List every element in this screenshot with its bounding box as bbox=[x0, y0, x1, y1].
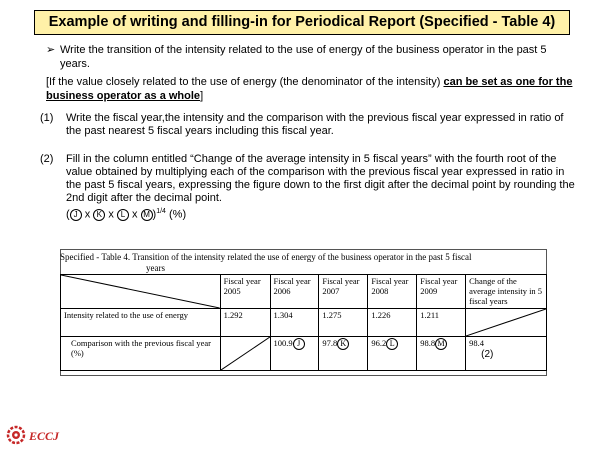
circled-letter-j: J bbox=[70, 209, 82, 221]
intro-text: Write the transition of the intensity related to the use of energy of the business operator in the past 5 years. bbox=[60, 44, 547, 70]
intensity-value: 1.275 bbox=[319, 309, 368, 337]
intensity-label: Intensity related to the use of energy bbox=[61, 309, 221, 337]
table-caption: Specified - Table 4. Transition of the intensity related the use of energy of the business operator in the past 5 fiscal years bbox=[60, 252, 472, 273]
comparison-value: 97.8 K bbox=[319, 337, 368, 371]
year-header: Fiscal year 2007 bbox=[319, 275, 368, 309]
circled-letter-k: K bbox=[337, 338, 349, 350]
year-header: Fiscal year 2008 bbox=[368, 275, 417, 309]
bracket-note bbox=[46, 75, 581, 103]
average-formula: ( J x K x L x M )$^{1/4}$ (%) bbox=[66, 208, 187, 221]
intensity-table bbox=[60, 274, 547, 371]
circled-letter-j: J bbox=[293, 338, 305, 350]
item-text: Fill in the column entitled “Change of the average intensity in 5 fiscal years” with the fourth root of the value obtained by multiplying each of the comparison with the previous fiscal year expressed in ratio in the past 5 fiscal years, expressing the figure down to the first digit after the decimal point by rounding the 2nd digit after the decimal point. bbox=[66, 153, 575, 204]
year-header: Fiscal year 2006 bbox=[270, 275, 319, 309]
item-text: Write the fiscal year,the intensity and the comparison with the previous fiscal year expressed in ratio of the past nearest 5 fiscal years including this fiscal year. bbox=[66, 112, 564, 137]
diagonal-blank-cell bbox=[220, 337, 270, 371]
circled-letter-l: L bbox=[386, 338, 398, 350]
comparison-value: 100.9 J bbox=[270, 337, 319, 371]
average-change-value: 98.4 (2) bbox=[466, 337, 547, 371]
average-note: (2) bbox=[481, 349, 494, 360]
intensity-row bbox=[61, 309, 547, 337]
intensity-value: 1.292 bbox=[220, 309, 270, 337]
comparison-value: 98.8 M bbox=[417, 337, 466, 371]
item-number: (2) bbox=[40, 153, 54, 165]
diagonal-header-cell bbox=[61, 275, 221, 309]
intensity-value: 1.304 bbox=[270, 309, 319, 337]
page-title: Example of writing and filling-in for Periodical Report (Specified - Table 4) bbox=[34, 10, 570, 35]
comparison-label: Comparison with the previous fiscal year (%) bbox=[61, 337, 221, 371]
item-number: (1) bbox=[40, 112, 54, 124]
note-prefix: [If the value closely related to the use of energy (the denominator of the intensity) bbox=[46, 76, 444, 88]
year-header: Fiscal year 2005 bbox=[220, 275, 270, 309]
intensity-value: 1.226 bbox=[368, 309, 417, 337]
eccj-emblem-icon bbox=[6, 425, 26, 445]
intro-bullet bbox=[46, 43, 576, 71]
formula-exponent: 1/4 bbox=[156, 208, 166, 215]
change-header: Change of the average intensity in 5 fiscal years bbox=[466, 275, 547, 309]
diagonal-blank-cell bbox=[466, 309, 547, 337]
instruction-item-1 bbox=[40, 112, 580, 138]
table-header-row bbox=[61, 275, 547, 309]
comparison-row bbox=[61, 337, 547, 371]
comparison-value: 96.2 L bbox=[368, 337, 417, 371]
formula-unit: (%) bbox=[169, 208, 187, 221]
instruction-item-2 bbox=[40, 153, 580, 222]
year-header: Fiscal year 2009 bbox=[417, 275, 466, 309]
intensity-value: 1.211 bbox=[417, 309, 466, 337]
note-suffix: ] bbox=[200, 90, 204, 102]
circled-letter-k: K bbox=[93, 209, 105, 221]
arrow-bullet-icon: ➢ bbox=[46, 44, 56, 56]
note-emphasis: can be set as one for the business operator as a whole bbox=[46, 76, 573, 102]
circled-letter-m: M bbox=[141, 209, 153, 221]
logo-text: ECCJ bbox=[29, 429, 60, 443]
circled-letter-m: M bbox=[435, 338, 447, 350]
eccj-logo bbox=[6, 425, 86, 447]
circled-letter-l: L bbox=[117, 209, 129, 221]
